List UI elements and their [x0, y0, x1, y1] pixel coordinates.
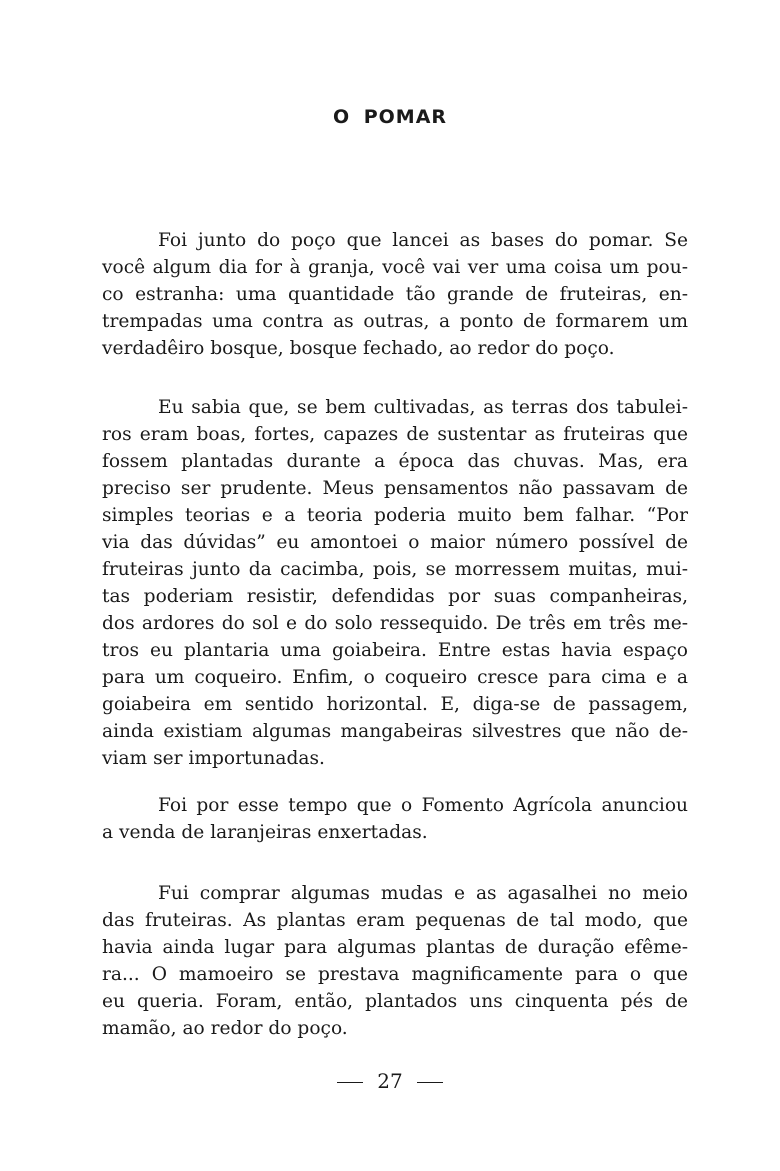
paragraph-line: você algum dia for à granja, você vai ver uma coisa um pou- [102, 257, 688, 278]
paragraph-line: ainda existiam algumas mangabeiras silvestres que não de- [102, 721, 688, 742]
paragraph-line: Foi junto do poço que lancei as bases do pomar. Se [158, 230, 688, 251]
paragraph-line: goiabeira em sentido horizontal. E, diga-se de passagem, [102, 694, 688, 715]
dash-left [337, 1082, 363, 1083]
paragraph-line: verdadêiro bosque, bosque fechado, ao redor do poço. [102, 338, 615, 359]
paragraph [102, 394, 688, 772]
paragraph [102, 792, 688, 846]
paragraph-line: mamão, ao redor do poço. [102, 1018, 348, 1039]
paragraph-line: ros eram boas, fortes, capazes de sustentar as fruteiras que [102, 424, 688, 445]
paragraph [102, 227, 688, 362]
page-number: 27 [377, 1069, 403, 1093]
paragraph [102, 880, 688, 1042]
paragraph-line: tas poderiam resistir, defendidas por suas companheiras, [102, 586, 688, 607]
paragraph-line: Eu sabia que, se bem cultivadas, as terras dos tabulei- [158, 397, 688, 418]
paragraph-line: das fruteiras. As plantas eram pequenas de tal modo, que [102, 910, 688, 931]
paragraph-line: tros eu plantaria uma goiabeira. Entre estas havia espaço [102, 640, 688, 661]
paragraph-line: fruteiras junto da cacimba, pois, se morressem muitas, mui- [102, 559, 688, 580]
paragraph-line: Foi por esse tempo que o Fomento Agrícola anunciou [158, 795, 688, 816]
paragraph-line: Fui comprar algumas mudas e as agasalhei no meio [158, 883, 688, 904]
paragraph-line: havia ainda lugar para algumas plantas de duração efême- [102, 937, 688, 958]
chapter-title: O POMAR [332, 106, 448, 128]
paragraph-line: dos ardores do sol e do solo ressequido. De três em três me- [102, 613, 688, 634]
paragraph-line: preciso ser prudente. Meus pensamentos não passavam de [102, 478, 688, 499]
paragraph-line: para um coqueiro. Enfim, o coqueiro cresce para cima e a [102, 667, 688, 688]
paragraph-line: via das dúvidas” eu amontoei o maior número possível de [102, 532, 688, 553]
paragraph-line: fossem plantadas durante a época das chuvas. Mas, era [102, 451, 688, 472]
paragraph-line: simples teorias e a teoria poderia muito bem falhar. “Por [102, 505, 688, 526]
paragraph-line: ra... O mamoeiro se prestava magnificamente para o que [102, 964, 688, 985]
paragraph-line: eu queria. Foram, então, plantados uns cinquenta pés de [102, 991, 688, 1012]
paragraph-line: co estranha: uma quantidade tão grande de fruteiras, en- [102, 284, 688, 305]
paragraph-line: trempadas uma contra as outras, a ponto de formarem um [102, 311, 688, 332]
paragraph-line: viam ser importunadas. [102, 748, 325, 769]
dash-right [417, 1082, 443, 1083]
page-footer [0, 1066, 780, 1096]
paragraph-line: a venda de laranjeiras enxertadas. [102, 822, 428, 843]
